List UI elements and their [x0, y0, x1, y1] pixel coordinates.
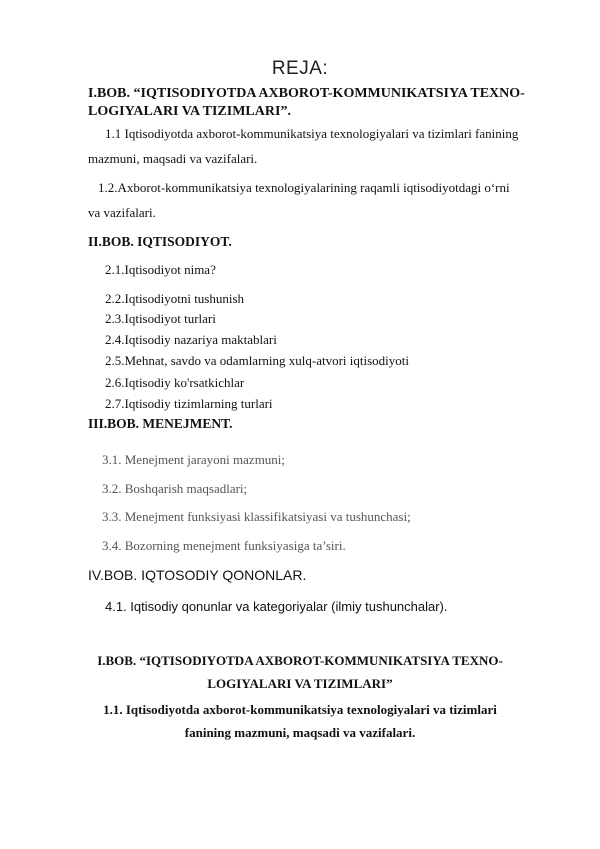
chapter1-item-2-line2: va vazifalari.: [88, 205, 156, 220]
chapter2-item: 2.1.Iqtisodiyot nima?: [105, 262, 216, 277]
chapter4-item: 4.1. Iqtisodiy qonunlar va kategoriyalar (ilmiy tushunchalar).: [105, 599, 448, 614]
chapter1-heading-line1: I.BOB. “IQTISODIYOTDA AXBOROT-KOMMUNIKATSIYA TEXNO-: [88, 86, 525, 101]
chapter1-heading-line2: LOGIYALARI VA TIZIMLARI”.: [88, 104, 291, 119]
page-title: REJA:: [271, 58, 329, 79]
section-subheading-line1: 1.1. Iqtisodiyotda axborot-kommunikatsiya texnologiyalari va tizimlari: [103, 702, 497, 717]
chapter2-item: 2.2.Iqtisodiyotni tushunish: [105, 291, 245, 306]
chapter2-item: 2.6.Iqtisodiy ko'rsatkichlar: [105, 375, 245, 390]
chapter4-heading: IV.BOB. IQTOSODIY QONONLAR.: [88, 567, 307, 583]
chapter3-item: 3.2. Boshqarish maqsadlari;: [102, 481, 248, 496]
chapter3-item: 3.1. Menejment jarayoni mazmuni;: [102, 452, 286, 467]
chapter3-item: 3.3. Menejment funksiyasi klassifikatsiyasi va tushunchasi;: [102, 509, 411, 524]
section-heading-line1: I.BOB. “IQTISODIYOTDA AXBOROT-KOMMUNIKATSIYA TEXNO-: [97, 653, 503, 668]
chapter2-item: 2.5.Mehnat, savdo va odamlarning xulq-atvori iqtisodiyoti: [105, 353, 410, 368]
chapter2-item: 2.3.Iqtisodiyot turlari: [105, 311, 216, 326]
chapter1-item-2-line1: 1.2.Axborot-kommunikatsiya texnologiyalarining raqamli iqtisodiyotdagi o‘rni: [98, 180, 510, 195]
chapter2-heading: II.BOB. IQTISODIYOT.: [88, 234, 232, 249]
chapter1-item-1-line2: mazmuni, maqsadi va vazifalari.: [88, 151, 258, 166]
chapter2-item: 2.7.Iqtisodiy tizimlarning turlari: [105, 396, 273, 411]
chapter3-item: 3.4. Bozorning menejment funksiyasiga ta’siri.: [102, 538, 346, 553]
section-subheading-line2: fanining mazmuni, maqsadi va vazifalari.: [184, 725, 416, 740]
chapter1-item-1-line1: 1.1 Iqtisodiyotda axborot-kommunikatsiya texnologiyalari va tizimlari fanining: [105, 126, 519, 141]
chapter3-heading: III.BOB. MENEJMENT.: [88, 416, 233, 431]
chapter2-item: 2.4.Iqtisodiy nazariya maktablari: [105, 332, 277, 347]
section-heading-line2: LOGIYALARI VA TIZIMLARI”: [207, 676, 393, 691]
